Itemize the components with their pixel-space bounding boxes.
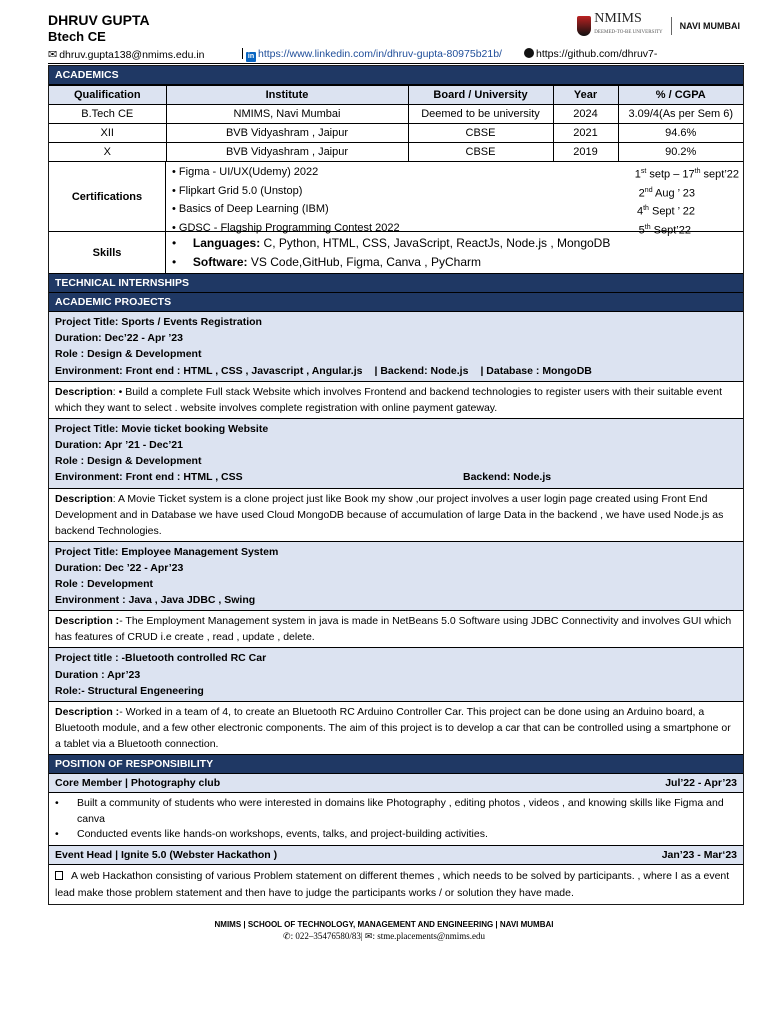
col-year: Year — [553, 86, 618, 105]
position-description: A web Hackathon consisting of various Problem statement on different themes , which needs to be solved by participants. , where I as a event lead make those problem statement and then have to judge the participants works / or solution they have made. — [55, 869, 730, 899]
academics-header-row — [49, 86, 743, 105]
project-header — [49, 542, 743, 612]
footer-contact — [0, 931, 768, 942]
separator — [242, 48, 243, 59]
list-item — [172, 164, 739, 183]
project-description: Description: A Movie Ticket system is a clone project just like Book my show ,our project involves a user login page created using Front End Development and in Database we have used Cloud MongoDB because of accumulation of large Data in the backend , we have used Node.js as backend Technologies. — [49, 489, 743, 542]
position-header — [49, 774, 743, 793]
skill-value: VS Code,GitHub, Figma, Canva , PyCharm — [247, 255, 481, 269]
cell: CBSE — [408, 143, 553, 162]
position-title: Core Member | Photography club — [55, 777, 221, 790]
project-title: Project Title: Employee Management System — [55, 545, 279, 558]
linkedin-icon: in — [247, 53, 255, 60]
nmims-crest-icon — [577, 16, 591, 36]
list-item — [172, 201, 739, 220]
cert-date: 4th Sept ’ 22 — [636, 205, 695, 218]
col-qualification: Qualification — [49, 86, 166, 105]
project-environment: Environment: Front end : HTML , CSS Backend: Node.js — [55, 471, 552, 484]
project-header — [49, 648, 743, 702]
cell: 2021 — [553, 124, 618, 143]
cert-name: • Basics of Deep Learning (IBM) — [172, 203, 329, 216]
position-date: Jul’22 - Apr’23 — [665, 777, 737, 790]
section-internships: TECHNICAL INTERNSHIPS — [49, 274, 743, 293]
table-row — [49, 124, 743, 143]
list-item: • Conducted events like hands-on workshops, events, talks, and project-building activities. — [55, 828, 488, 841]
table-row — [49, 143, 743, 162]
nmims-logo — [577, 12, 740, 40]
cert-date: 2nd Aug ’ 23 — [638, 186, 695, 200]
email-text: dhruv.gupta138@nmims.edu.in — [59, 49, 205, 61]
cell: 2024 — [553, 105, 618, 124]
linkedin-text: https://www.linkedin.com/in/dhruv-gupta-80975b21b/ — [258, 48, 502, 60]
phone-icon: ✆ — [283, 931, 291, 941]
cell: Deemed to be university — [408, 105, 553, 124]
project-duration: Duration : Apr’23 — [55, 668, 141, 681]
position-date: Jan’23 - Mar‘23 — [661, 848, 737, 861]
cert-date: 1st setp – 17th sept’22 — [634, 168, 739, 181]
email-contact[interactable] — [48, 48, 205, 61]
linkedin-link[interactable] — [242, 48, 502, 62]
page-footer — [0, 920, 768, 942]
logo-wordmark — [594, 12, 662, 40]
project-header — [49, 419, 743, 489]
col-cgpa: % / CGPA — [618, 86, 743, 105]
project-environment: Environment : Java , Java JDBC , Swing — [55, 594, 256, 607]
resume-body — [48, 65, 744, 905]
position-header — [49, 846, 743, 865]
project-title: Project title : -Bluetooth controlled RC Car — [55, 652, 267, 665]
project-description: Description :- Worked in a team of 4, to create an Bluetooth RC Arduino Controller Car. This project can be done using an Arduino board, a Bluetooth module, and a few other electronic components. The aim of this project is to develop a car that can be controlled using a smartphone or a tablet via a Bluetooth connection. — [49, 702, 743, 755]
project-role: Role:- Structural Engeneering — [55, 684, 204, 697]
project-duration: Duration: Dec’22 - Apr ’23 — [55, 332, 183, 345]
mail-icon: ✉ — [364, 931, 373, 941]
cert-name: • Figma - UI/UX(Udemy) 2022 — [172, 166, 319, 178]
footer-email: : stme.placements@nmims.edu — [372, 931, 485, 941]
section-responsibility: POSITION OF RESPONSIBILITY — [49, 755, 743, 774]
skill-label: Software: — [192, 255, 248, 269]
skills-label: Skills — [49, 232, 166, 273]
skills-list — [166, 232, 743, 273]
github-text: https://github.com/dhruv7- — [536, 48, 658, 60]
position-bullets — [49, 793, 743, 846]
logo-city: NAVI MUMBAI — [679, 21, 740, 31]
col-institute: Institute — [166, 86, 408, 105]
list-item: • Built a community of students who were interested in domains like Photography , editing photos , videos , and knowing skills like Figma and canva — [55, 797, 724, 825]
list-item: • Languages: C, Python, HTML, CSS, JavaScript, ReactJs, Node.js , MongoDB — [172, 236, 611, 250]
checkbox-glyph-icon — [55, 871, 63, 880]
project-role: Role : Design & Development — [55, 348, 202, 361]
academics-table — [49, 85, 743, 162]
cell: BVB Vidyashram , Jaipur — [166, 124, 408, 143]
footer-phone: : 022–35476580/83| — [290, 931, 363, 941]
project-role: Role : Development — [55, 578, 154, 591]
certifications-label: Certifications — [49, 162, 166, 231]
candidate-degree: Btech CE — [48, 29, 106, 44]
section-projects: ACADEMIC PROJECTS — [49, 293, 743, 312]
cell: 3.09/4(As per Sem 6) — [618, 105, 743, 124]
project-environment: Environment: Front end : HTML , CSS , Javascript , Angular.js | Backend: Node.js | Database : MongoDB — [55, 364, 592, 377]
cert-date: 5th Sept’22 — [638, 223, 691, 237]
skill-label: Languages: — [192, 236, 261, 250]
project-title: Project Title: Movie ticket booking Website — [55, 422, 269, 435]
footer-title: NMIMS | SCHOOL OF TECHNOLOGY, MANAGEMENT AND ENGINEERING | NAVI MUMBAI — [214, 920, 554, 929]
project-title: Project Title: Sports / Events Registration — [55, 316, 262, 328]
cell: 90.2% — [618, 143, 743, 162]
project-duration: Duration: Dec ’22 - Apr’23 — [55, 561, 184, 574]
cell: XII — [49, 124, 166, 143]
cert-name: • Flipkart Grid 5.0 (Unstop) — [172, 184, 303, 197]
logo-subtext: DEEMED-TO-BE UNIVERSITY — [594, 30, 663, 35]
mail-icon: ✉ — [48, 49, 58, 61]
project-duration: Duration: Apr ’21 - Dec’21 — [55, 439, 183, 452]
table-row — [49, 105, 743, 124]
candidate-name: DHRUV GUPTA — [48, 12, 150, 28]
section-academics: ACADEMICS — [49, 66, 743, 85]
cell: NMIMS, Navi Mumbai — [166, 105, 408, 124]
cell: B.Tech CE — [49, 105, 166, 124]
project-role: Role : Design & Development — [55, 455, 202, 468]
certifications-row — [49, 162, 743, 237]
cell: CBSE — [408, 124, 553, 143]
logo-text: NMIMS — [594, 11, 642, 26]
resume-header — [48, 12, 744, 62]
logo-divider — [671, 17, 672, 35]
list-item: • Software: VS Code,GitHub, Figma, Canva , PyCharm — [172, 255, 481, 269]
skill-value: C, Python, HTML, CSS, JavaScript, ReactJs, Node.js , MongoDB — [260, 236, 611, 250]
github-icon — [524, 48, 534, 58]
certifications-list — [166, 162, 743, 237]
project-header — [49, 312, 743, 382]
list-item — [172, 183, 739, 202]
project-description: Description :- The Employment Management system in java is made in NetBeans 5.0 Software using JDBC Connectivity and involves GUI which has features of CRUD i.e create , read , update , delete. — [49, 611, 743, 648]
col-board: Board / University — [408, 86, 553, 105]
cell: X — [49, 143, 166, 162]
skills-row — [49, 232, 743, 274]
cert-name: • GDSC - Flagship Programming Contest 2022 — [172, 221, 400, 234]
cell: 94.6% — [618, 124, 743, 143]
project-description: Description: • Build a complete Full stack Website which involves Frontend and backend technologies to register users with their suitable event which they want to select . website involves complete registration with online payment gateway. — [49, 382, 743, 419]
cell: 2019 — [553, 143, 618, 162]
cell: BVB Vidyashram , Jaipur — [166, 143, 408, 162]
position-title: Event Head | Ignite 5.0 (Webster Hackathon ) — [55, 848, 278, 861]
github-link[interactable] — [524, 48, 657, 60]
header-rule — [48, 63, 744, 64]
